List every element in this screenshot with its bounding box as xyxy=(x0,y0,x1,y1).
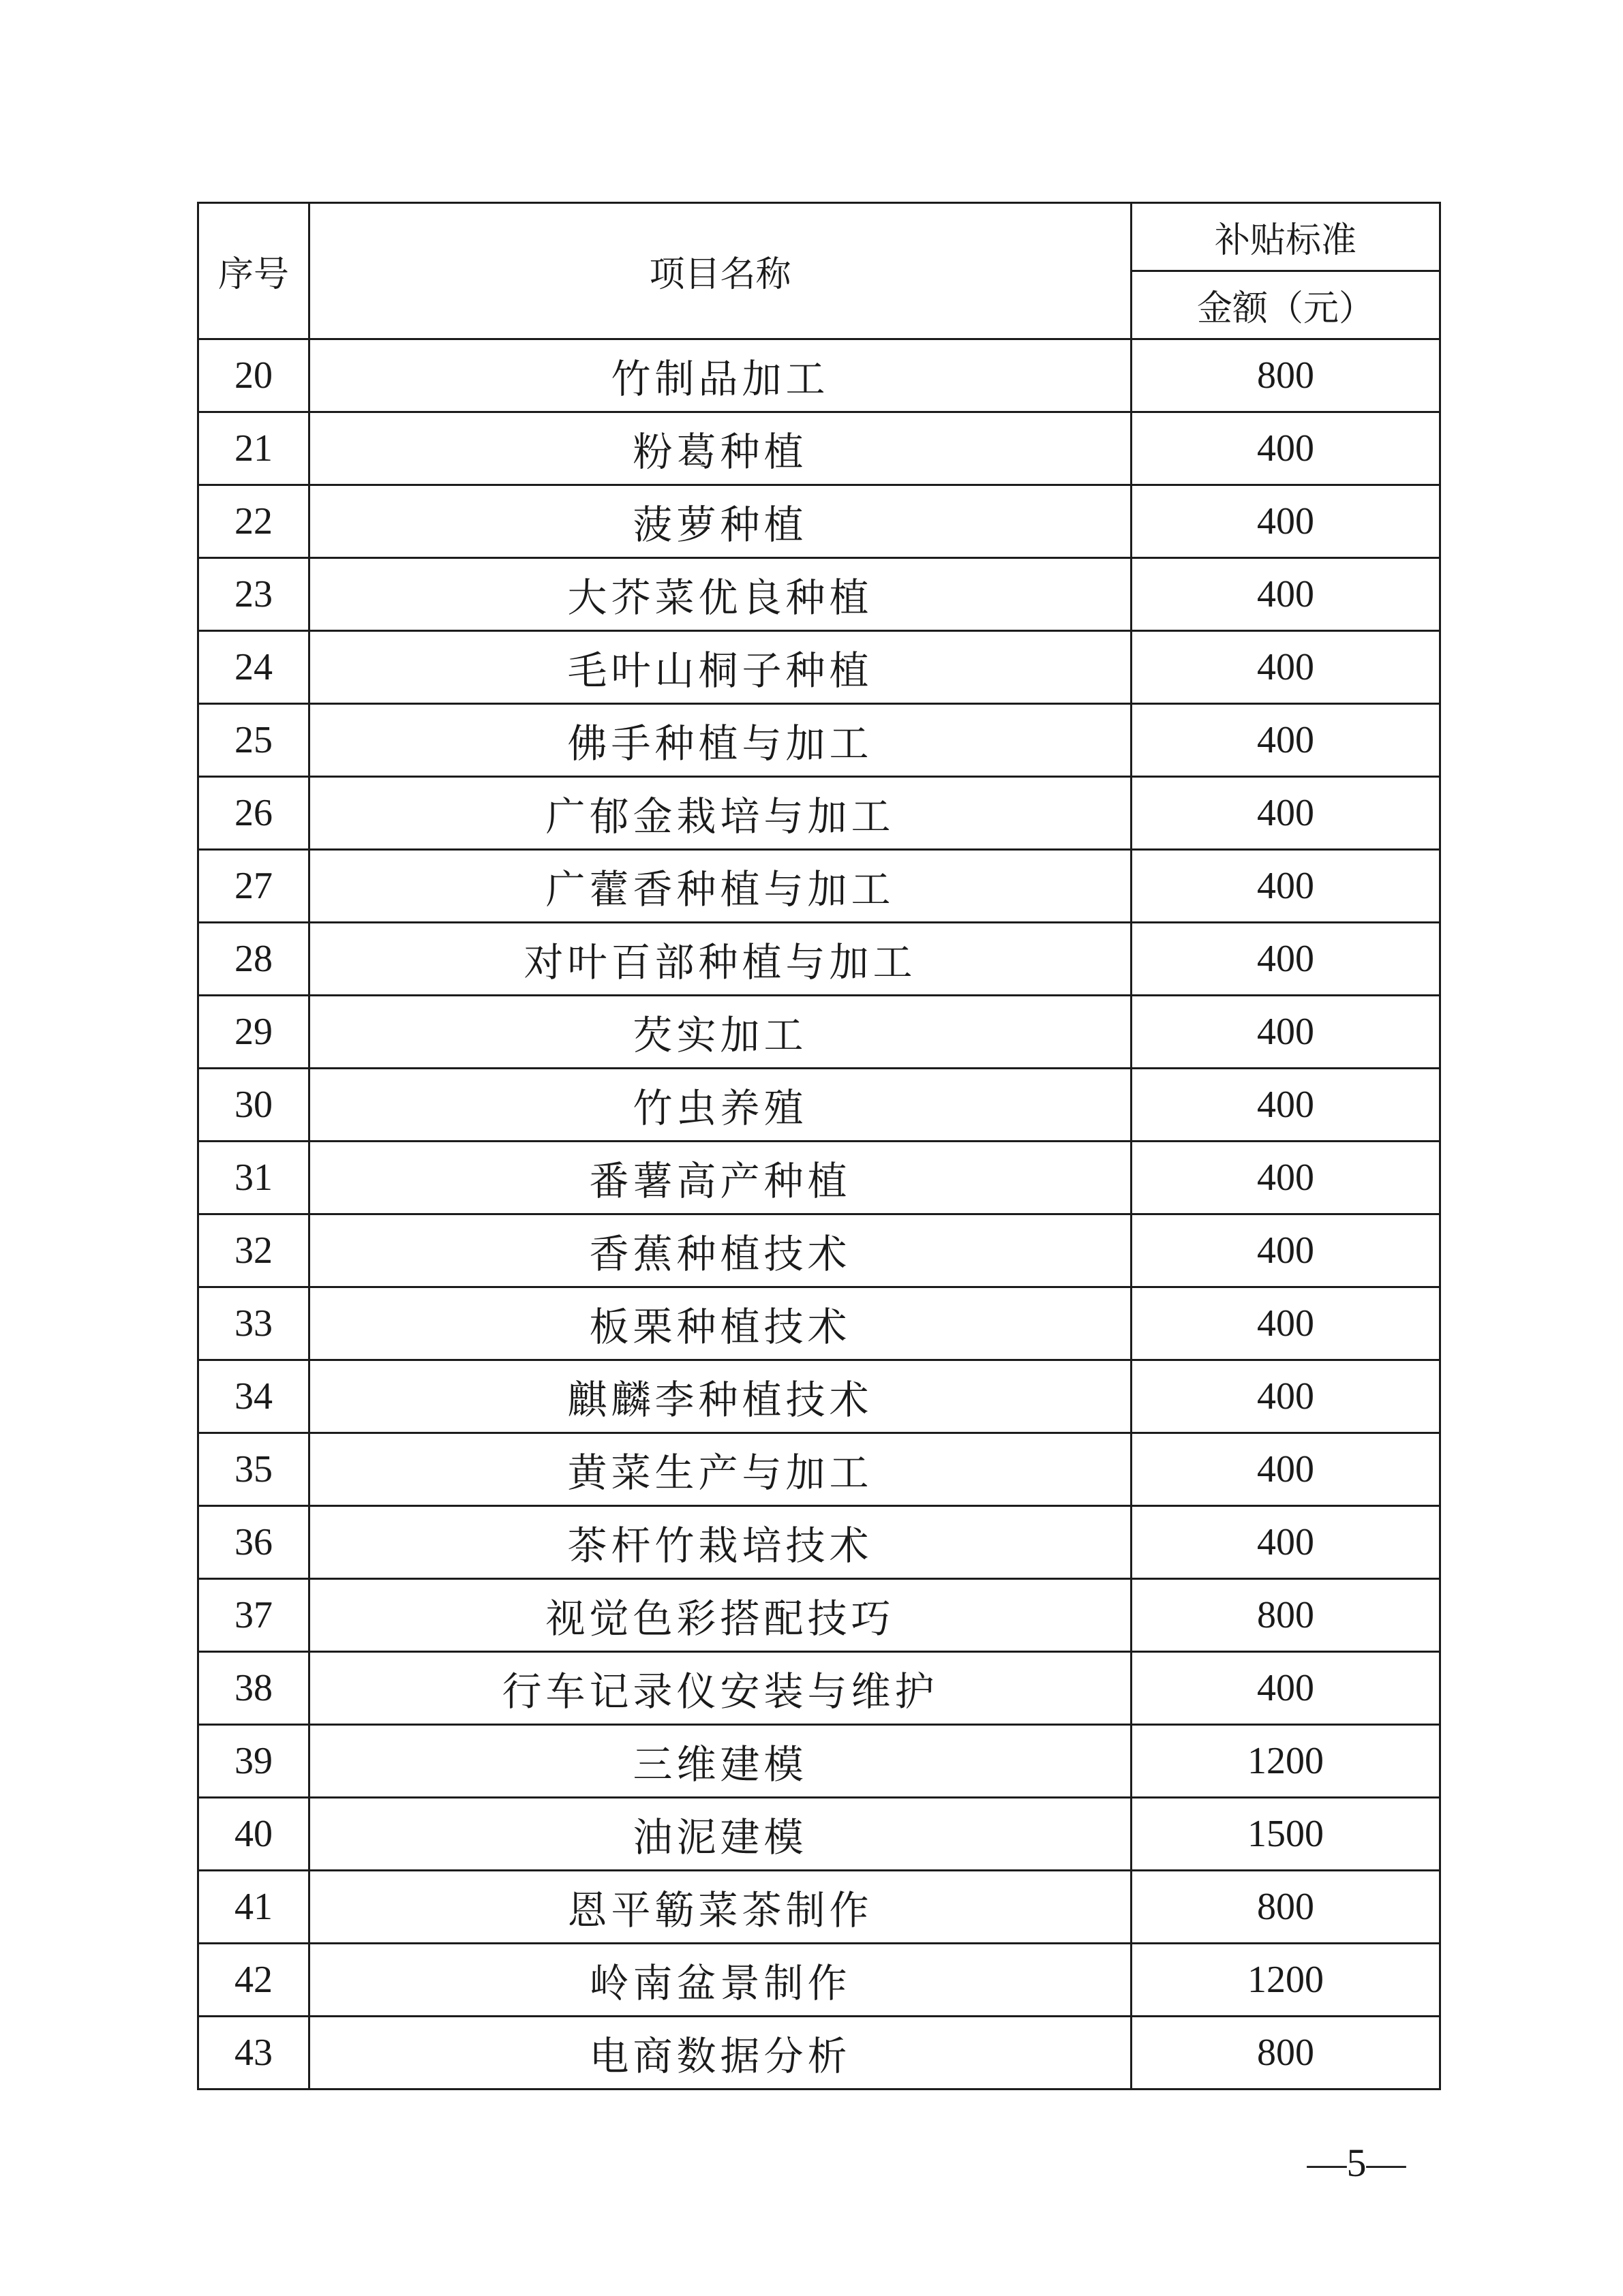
row-name: 竹虫养殖 xyxy=(309,1069,1132,1142)
table-row xyxy=(198,1287,1440,1360)
header-name: 项目名称 xyxy=(309,203,1132,339)
row-amount: 400 xyxy=(1132,704,1440,777)
row-name: 毛叶山桐子种植 xyxy=(309,631,1132,704)
row-amount: 800 xyxy=(1132,2017,1440,2090)
row-amount: 400 xyxy=(1132,850,1440,923)
row-seq: 41 xyxy=(198,1871,309,1944)
table-row xyxy=(198,485,1440,558)
row-seq: 25 xyxy=(198,704,309,777)
row-name: 油泥建模 xyxy=(309,1798,1132,1871)
table-row xyxy=(198,1798,1440,1871)
table-row xyxy=(198,850,1440,923)
row-name: 广藿香种植与加工 xyxy=(309,850,1132,923)
row-amount: 400 xyxy=(1132,1506,1440,1579)
row-amount: 400 xyxy=(1132,1287,1440,1360)
row-name: 大芥菜优良种植 xyxy=(309,558,1132,631)
row-seq: 26 xyxy=(198,777,309,850)
row-seq: 32 xyxy=(198,1214,309,1287)
row-name: 电商数据分析 xyxy=(309,2017,1132,2090)
table-row xyxy=(198,631,1440,704)
row-name: 番薯高产种植 xyxy=(309,1142,1132,1214)
table-row xyxy=(198,1652,1440,1725)
row-seq: 37 xyxy=(198,1579,309,1652)
row-amount: 400 xyxy=(1132,923,1440,996)
table-row xyxy=(198,1433,1440,1506)
row-amount: 400 xyxy=(1132,1142,1440,1214)
row-seq: 20 xyxy=(198,339,309,412)
header-amount: 金额（元） xyxy=(1132,271,1440,339)
row-name: 粉葛种植 xyxy=(309,412,1132,485)
row-amount: 400 xyxy=(1132,1214,1440,1287)
row-amount: 400 xyxy=(1132,412,1440,485)
row-name: 恩平簕菜茶制作 xyxy=(309,1871,1132,1944)
row-amount: 400 xyxy=(1132,1360,1440,1433)
row-name: 行车记录仪安装与维护 xyxy=(309,1652,1132,1725)
row-seq: 40 xyxy=(198,1798,309,1871)
table-row xyxy=(198,777,1440,850)
row-seq: 39 xyxy=(198,1725,309,1798)
row-seq: 23 xyxy=(198,558,309,631)
row-name: 佛手种植与加工 xyxy=(309,704,1132,777)
row-amount: 400 xyxy=(1132,777,1440,850)
row-amount: 400 xyxy=(1132,1652,1440,1725)
row-seq: 21 xyxy=(198,412,309,485)
row-amount: 400 xyxy=(1132,631,1440,704)
table-row xyxy=(198,923,1440,996)
row-seq: 34 xyxy=(198,1360,309,1433)
table-row xyxy=(198,2017,1440,2090)
row-seq: 30 xyxy=(198,1069,309,1142)
row-name: 麒麟李种植技术 xyxy=(309,1360,1132,1433)
row-name: 芡实加工 xyxy=(309,996,1132,1069)
table-row xyxy=(198,1142,1440,1214)
row-name: 板栗种植技术 xyxy=(309,1287,1132,1360)
table-row xyxy=(198,558,1440,631)
row-name: 岭南盆景制作 xyxy=(309,1944,1132,2017)
row-seq: 38 xyxy=(198,1652,309,1725)
table-body xyxy=(198,339,1440,2090)
table-row xyxy=(198,704,1440,777)
table-row xyxy=(198,1214,1440,1287)
row-amount: 400 xyxy=(1132,1069,1440,1142)
row-seq: 42 xyxy=(198,1944,309,2017)
table-row xyxy=(198,1944,1440,2017)
row-name: 广郁金栽培与加工 xyxy=(309,777,1132,850)
row-amount: 800 xyxy=(1132,339,1440,412)
row-seq: 22 xyxy=(198,485,309,558)
row-seq: 35 xyxy=(198,1433,309,1506)
row-amount: 1200 xyxy=(1132,1944,1440,2017)
row-amount: 1200 xyxy=(1132,1725,1440,1798)
row-name: 竹制品加工 xyxy=(309,339,1132,412)
row-seq: 36 xyxy=(198,1506,309,1579)
row-amount: 400 xyxy=(1132,485,1440,558)
row-amount: 800 xyxy=(1132,1579,1440,1652)
row-seq: 24 xyxy=(198,631,309,704)
row-name: 三维建模 xyxy=(309,1725,1132,1798)
row-name: 对叶百部种植与加工 xyxy=(309,923,1132,996)
table-row xyxy=(198,1725,1440,1798)
header-standard: 补贴标准 xyxy=(1132,203,1440,271)
row-amount: 1500 xyxy=(1132,1798,1440,1871)
row-amount: 400 xyxy=(1132,1433,1440,1506)
row-name: 香蕉种植技术 xyxy=(309,1214,1132,1287)
table-row xyxy=(198,1871,1440,1944)
row-seq: 28 xyxy=(198,923,309,996)
row-name: 黄菜生产与加工 xyxy=(309,1433,1132,1506)
table-row xyxy=(198,1360,1440,1433)
row-name: 茶杆竹栽培技术 xyxy=(309,1506,1132,1579)
table-row xyxy=(198,339,1440,412)
header-seq: 序号 xyxy=(198,203,309,339)
row-amount: 800 xyxy=(1132,1871,1440,1944)
table-row xyxy=(198,412,1440,485)
row-seq: 27 xyxy=(198,850,309,923)
row-seq: 43 xyxy=(198,2017,309,2090)
subsidy-table xyxy=(197,202,1441,2090)
table-row xyxy=(198,1579,1440,1652)
table-row xyxy=(198,996,1440,1069)
table-row xyxy=(198,1506,1440,1579)
row-seq: 31 xyxy=(198,1142,309,1214)
row-amount: 400 xyxy=(1132,996,1440,1069)
row-seq: 29 xyxy=(198,996,309,1069)
row-name: 菠萝种植 xyxy=(309,485,1132,558)
row-amount: 400 xyxy=(1132,558,1440,631)
table-row xyxy=(198,1069,1440,1142)
row-name: 视觉色彩搭配技巧 xyxy=(309,1579,1132,1652)
row-seq: 33 xyxy=(198,1287,309,1360)
page-number: —5— xyxy=(1307,2141,1406,2185)
